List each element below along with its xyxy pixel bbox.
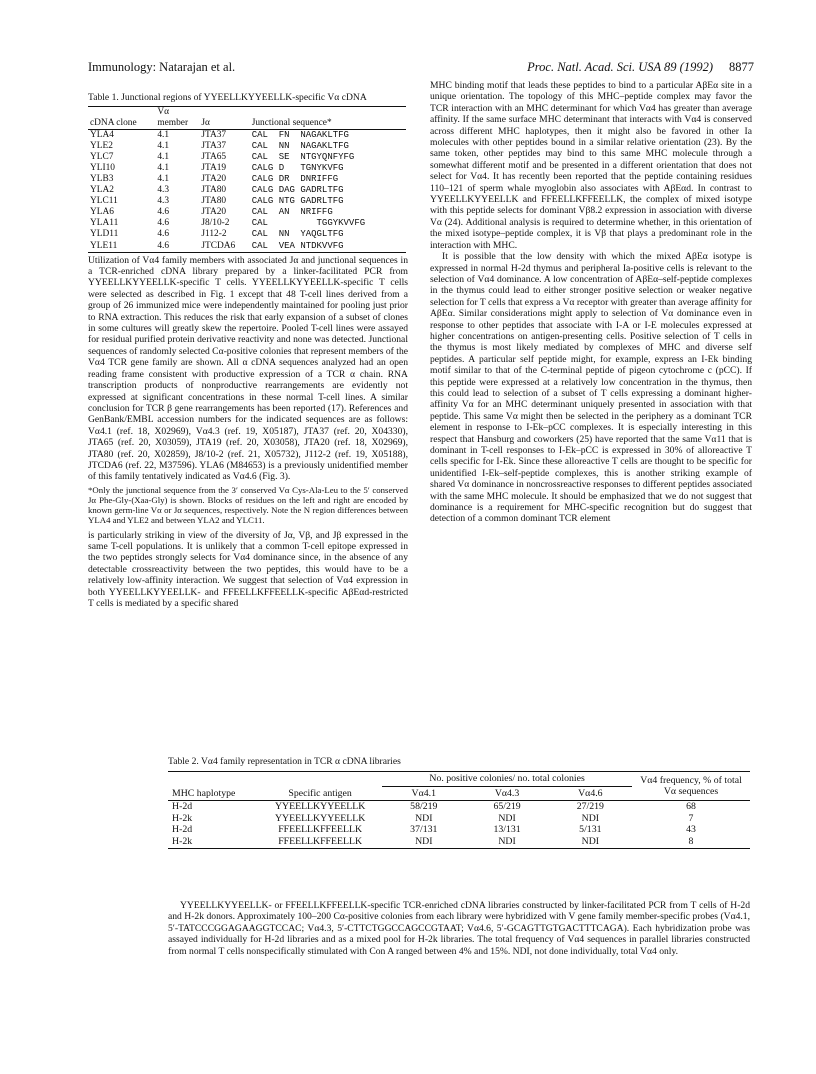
table1-row — [88, 174, 406, 185]
table2-row — [168, 801, 750, 813]
t2-cell-v43: 65/219 — [493, 801, 521, 813]
table1-body — [88, 129, 406, 252]
table1-row — [88, 196, 406, 207]
table2-row — [168, 813, 750, 825]
running-head-left: Immunology: Natarajan et al. — [88, 60, 236, 74]
right-column — [430, 80, 752, 525]
t1-cell-ja: JTA65 — [201, 151, 227, 162]
t1-header-member: Vα member — [157, 107, 189, 128]
t2-cell-antigen: FFEELLKFFEELLK — [278, 824, 363, 836]
t1-cell-seq: CAL FN NAGAKLTFG — [251, 129, 349, 140]
t2-cell-v43: NDI — [498, 836, 516, 847]
t2-cell-v41: NDI — [415, 836, 433, 847]
t2-cell-v43: 13/131 — [493, 824, 521, 836]
t1-cell-clone: YLE2 — [90, 140, 113, 151]
table2-caption: Table 2. Vα4 family representation in TCR α cDNA libraries — [168, 756, 401, 767]
table1-row — [88, 229, 406, 240]
t1-cell-clone: YLA11 — [90, 218, 119, 229]
t1-cell-member: 4.3 — [157, 196, 170, 207]
t2-cell-v43: NDI — [498, 812, 516, 824]
t1-cell-member: 4.6 — [157, 207, 170, 218]
t2-cell-v41: NDI — [415, 812, 433, 824]
t1-header-seq: Junctional sequence* — [251, 118, 332, 128]
t2-subheader-v43: Vα4.3 — [494, 787, 520, 799]
table1-row — [88, 241, 406, 253]
t1-cell-clone: YLA2 — [90, 185, 114, 196]
running-head-right — [527, 60, 754, 75]
table2 — [168, 771, 750, 848]
t1-cell-seq: CALG DAG GADRLTFG — [251, 185, 344, 196]
t1-cell-seq: CAL VEA NTDKVVFG — [251, 240, 344, 251]
t2-cell-v41: 37/131 — [410, 824, 438, 836]
left-body-text: is particularly striking in view of the diversity of Jα, Vβ, and Jβ expressed in the same T-cell populations. It is unlikely that a common T-cell epitope expressed in the two peptides strongly selects for Vα4 dominance since, in the absence of any detectable crossreactivity between the two peptides, this would have to be a relatively low-affinity interaction. We suggest that selection of Vα4 expression in both YYEELLKYYEELLK- and FFEELLKFFEELLK-specific AβEαd-restricted T cells is mediated by a specific shared — [88, 529, 408, 609]
t1-cell-clone: YLI10 — [90, 162, 115, 173]
table1-row — [88, 141, 406, 152]
table1-row — [88, 218, 406, 229]
t2-header-group: No. positive colonies/ no. total colonies — [382, 772, 632, 786]
t2-cell-antigen: YYEELLKYYEELLK — [274, 801, 366, 813]
t1-cell-member: 4.1 — [157, 140, 170, 151]
t1-header-ja: Jα — [201, 118, 210, 128]
table1-row — [88, 185, 406, 196]
right-paragraph-2: It is possible that the low density with which the mixed AβEα isotype is expressed in normal H-2d thymus and peripheral Ia-positive cells is relevant to the selection of Vα4 dominance. A low concentration of AβEα–self-peptide complexes in the thymus could lead to either stronger positive selection or weaker negative selection for T cells that express a Vα receptor with greater than average affinity for AβEα. Similar considerations might apply to selection of Vα dominance even in response to other peptides that associate with I-A or I-E molecules expressed at higher concentrations on antigen-presenting cells. Positive selection of T cells in the thymus is most likely mediated by complexes of MHC and diverse self peptides. A particular self peptide might, for example, express an I-Ek binding motif similar to that of the C-terminal peptide of pigeon cytochrome c (pCC). If this peptide were expressed at a relatively low concentration in the thymus, then this could lead to selection of a subset of T cells expressing a dominant higher-affinity Vα for an MHC determinant uniquely presented in association with that peptide. This same Vα might then be selected in the periphery as a dominant TCR element in response to I-Ek–pCC complexes. It is especially interesting in this respect that Hansburg and coworkers (25) have reported that the same Vα11 that is dominant in T-cell responses to I-Ek–pCC is expressed in 30% of alloreactive T cells specific for I-Ek. Since these alloreactive T cells are thought to be specific for unidentified I-Ek–self-peptide complexes, this is another striking example of shared Vα dominance in noncrossreactive responses to different peptides associated with the same MHC molecule. It should be emphasized that we do not suggest that dominance is a requirement for MHC-specific recognition but do suggest that detection of a common dominant TCR element — [430, 251, 752, 525]
t1-cell-clone: YLA6 — [90, 207, 114, 218]
t2-cell-v46: NDI — [581, 812, 600, 824]
t2-cell-mhc: H-2d — [172, 824, 193, 836]
t2-cell-mhc: H-2d — [172, 801, 193, 813]
t2-cell-v41: 58/219 — [410, 801, 438, 813]
t2-cell-mhc: H-2k — [172, 836, 193, 847]
t2-cell-mhc: H-2k — [172, 812, 193, 824]
t1-cell-ja: JTA80 — [201, 196, 227, 207]
t1-cell-member: 4.1 — [157, 151, 170, 162]
t2-cell-antigen: FFEELLKFFEELLK — [278, 836, 363, 847]
t2-cell-freq: 7 — [688, 812, 694, 824]
page-number: 8877 — [729, 60, 754, 74]
t1-cell-clone: YLD11 — [90, 229, 119, 240]
t2-cell-antigen: YYEELLKYYEELLK — [274, 812, 366, 824]
t1-cell-seq: CALG DR DNRIFFG — [251, 173, 339, 184]
table1-legend: Utilization of Vα4 family members with associated Jα and junctional sequences in a TCR-enriched cDNA library prepared by a linker-facilitated PCR from YYEELLKYYEELLK-specific T cells. YYEELLKYYEELLK-specific T cells were selected as described in Fig. 1 except that 48 T-cell lines derived from a group of 26 immunized mice were independently maintained for pooling just prior to RNA extraction. This reduces the risk that early expansion of a subset of clones in some cultures will greatly skew the repertoire. Pooled T-cell lines were assayed for residual purified protein derivative reactivity and none was detected. Junctional sequences of randomly selected Cα-positive colonies that represent members of the Vα4 TCR gene family are shown. All α cDNA sequences analyzed had an open reading frame consistent with productive expression of a TCR α chain. RNA transcription products of nonproductive rearrangements are evidently not expressed at significant concentrations in these normal T-cell lines. A similar conclusion for TCR β gene rearrangements has been reported (17). References and GenBank/EMBL accession numbers for the indicated sequences are as follows: Vα4.1 (ref. 18, X02969), Vα4.3 (ref. 19, X05187), JTA37 (ref. 20, X04330), JTA65 (ref. 20, X03059), JTA19 (ref. 20, X03058), JTA20 (ref. 18, X02969), JTA80 (ref. 20, X02859), J8/10-2 (ref. 21, X05732), J112-2 (ref. 19, X05188), JTCDA6 (ref. 22, M37596). YLA6 (M84653) is a previously unidentified member of this family tentatively indicated as Vα4.6 (Fig. 3). — [88, 254, 408, 483]
t1-header-clone: cDNA clone — [90, 118, 137, 128]
t1-cell-ja: JTA20 — [201, 173, 227, 184]
t2-cell-freq: 68 — [686, 801, 696, 813]
t1-cell-member: 4.1 — [157, 162, 170, 173]
right-paragraph-1: MHC binding motif that leads these peptides to bind to a particular AβEα site in a unique orientation. The topology of this MHC–peptide complex may favor the TCR interaction with an MHC determinant for which Vα4 has greater than average affinity. If the same surface MHC determinant that interacts with Vα4 is conserved across different MHC haplotypes, then it might also be favored in other Ia molecules with other peptides bound in a similar relative orientation (23). By the same token, other peptides may bind to this same MHC molecule through a somewhat different motif and be presented in a different orientation that does not select for Vα4. It has recently been reported that the peptide containing residues 110–121 of sperm whale myoglobin also associates with AβEαd. In contrast to YYEELLKYYEELLK and FFEELLKFFEELLK, the complex of mixed isotype with this peptide selects for dominant Vβ8.2 expression in association with diverse Vα (24). Additional analysis is required to determine whether, in this orientation of the mixed isotype–peptide complex, it is Vβ that plays a predominant role in the interaction with MHC. — [430, 80, 752, 251]
t1-cell-member: 4.1 — [157, 129, 170, 140]
t1-cell-ja: J8/10-2 — [201, 218, 230, 229]
table1-row — [88, 163, 406, 174]
t1-cell-seq: CAL NN YAQGLTFG — [251, 229, 344, 240]
t1-cell-clone: YLE11 — [90, 240, 118, 251]
table1-row — [88, 129, 406, 141]
t1-cell-seq: CAL NN NAGAKLTFG — [251, 140, 349, 151]
t1-cell-seq: CAL AN NRIFFG — [251, 207, 333, 218]
t2-header-antigen: Specific antigen — [288, 787, 352, 799]
t2-subheader-v41: Vα4.1 — [411, 787, 437, 799]
t1-cell-clone: YLB3 — [90, 173, 114, 184]
journal-reference: Proc. Natl. Acad. Sci. USA 89 (1992) — [527, 60, 713, 74]
table2-block — [168, 756, 750, 849]
t1-cell-ja: JTCDA6 — [201, 240, 236, 251]
table2-row — [168, 824, 750, 836]
t1-cell-seq: CAL TGGYKVVFG — [251, 218, 366, 229]
left-column — [88, 92, 408, 609]
t2-subheader-v46: Vα4.6 — [578, 787, 603, 799]
t1-cell-ja: JTA80 — [201, 185, 227, 196]
t1-cell-ja: JTA19 — [201, 162, 227, 173]
table2-body — [168, 801, 750, 848]
t2-cell-v46: NDI — [581, 836, 600, 847]
t1-cell-ja: J112-2 — [201, 229, 227, 240]
t1-cell-member: 4.3 — [157, 185, 170, 196]
table1 — [88, 106, 406, 252]
t1-cell-member: 4.6 — [157, 218, 170, 229]
t2-cell-freq: 8 — [688, 836, 694, 847]
t1-cell-member: 4.6 — [157, 240, 170, 251]
table2-note: YYEELLKYYEELLK- or FFEELLKFFEELLK-specific TCR-enriched cDNA libraries constructed by linker-facilitated PCR from T cells of H-2d and H-2k donors. Approximately 100–200 Cα-positive colonies from each library were hybridized with V gene family member-specific probes (Vα4.1, 5′-TATCCCGGAGAAGGTCCAC; Vα4.3, 5′-CTTCTGGCCAGCCGTAAT; Vα4.6, 5′-GCAGTTGTGACTTTCAGA). Each hybridization probe was assayed individually for H-2d libraries and as a mixed pool for H-2k libraries. The total frequency of Vα4 sequences in parallel libraries constructed from normal T cells nonspecifically stimulated with Con A ranged between 4% and 15%. NDI, not done individually, total Vα4 only. — [168, 900, 750, 957]
t2-header-mhc: MHC haplotype — [172, 787, 236, 799]
t1-cell-ja: JTA37 — [201, 129, 227, 140]
t2-cell-v46: 5/131 — [579, 824, 602, 836]
t2-cell-freq: 43 — [686, 824, 696, 836]
t1-cell-seq: CAL SE NTGYQNFYFG — [251, 151, 355, 162]
t1-cell-ja: JTA37 — [201, 140, 227, 151]
t1-cell-member: 4.6 — [157, 229, 170, 240]
t1-cell-seq: CALG D TGNYKVFG — [251, 162, 344, 173]
t1-cell-ja: JTA20 — [201, 207, 227, 218]
table1-row — [88, 152, 406, 163]
t1-cell-seq: CALG NTG GADRLTFG — [251, 196, 344, 207]
t2-header-freq: Vα4 frequency, % of total Vα sequences — [640, 774, 742, 798]
table1-caption: Table 1. Junctional regions of YYEELLKYYEELLK-specific Vα cDNA — [88, 92, 367, 103]
t2-cell-v46: 27/219 — [576, 801, 604, 813]
t1-cell-clone: YLC11 — [90, 196, 118, 207]
table1-row — [88, 207, 406, 218]
table1-footnote: *Only the junctional sequence from the 3′ conserved Vα Cys-Ala-Leu to the 5′ conserved Jα Phe-Gly-(Xaa-Gly) is shown. Blocks of residues on the left and right are encoded by known germ-line Vα or Jα sequences, respectively. Note the N region differences between YLA4 and YLE2 and between YLA2 and YLC11. — [88, 484, 408, 526]
t1-cell-clone: YLC7 — [90, 151, 114, 162]
t1-cell-member: 4.1 — [157, 173, 170, 184]
t1-cell-clone: YLA4 — [90, 129, 114, 140]
table2-row — [168, 836, 750, 848]
